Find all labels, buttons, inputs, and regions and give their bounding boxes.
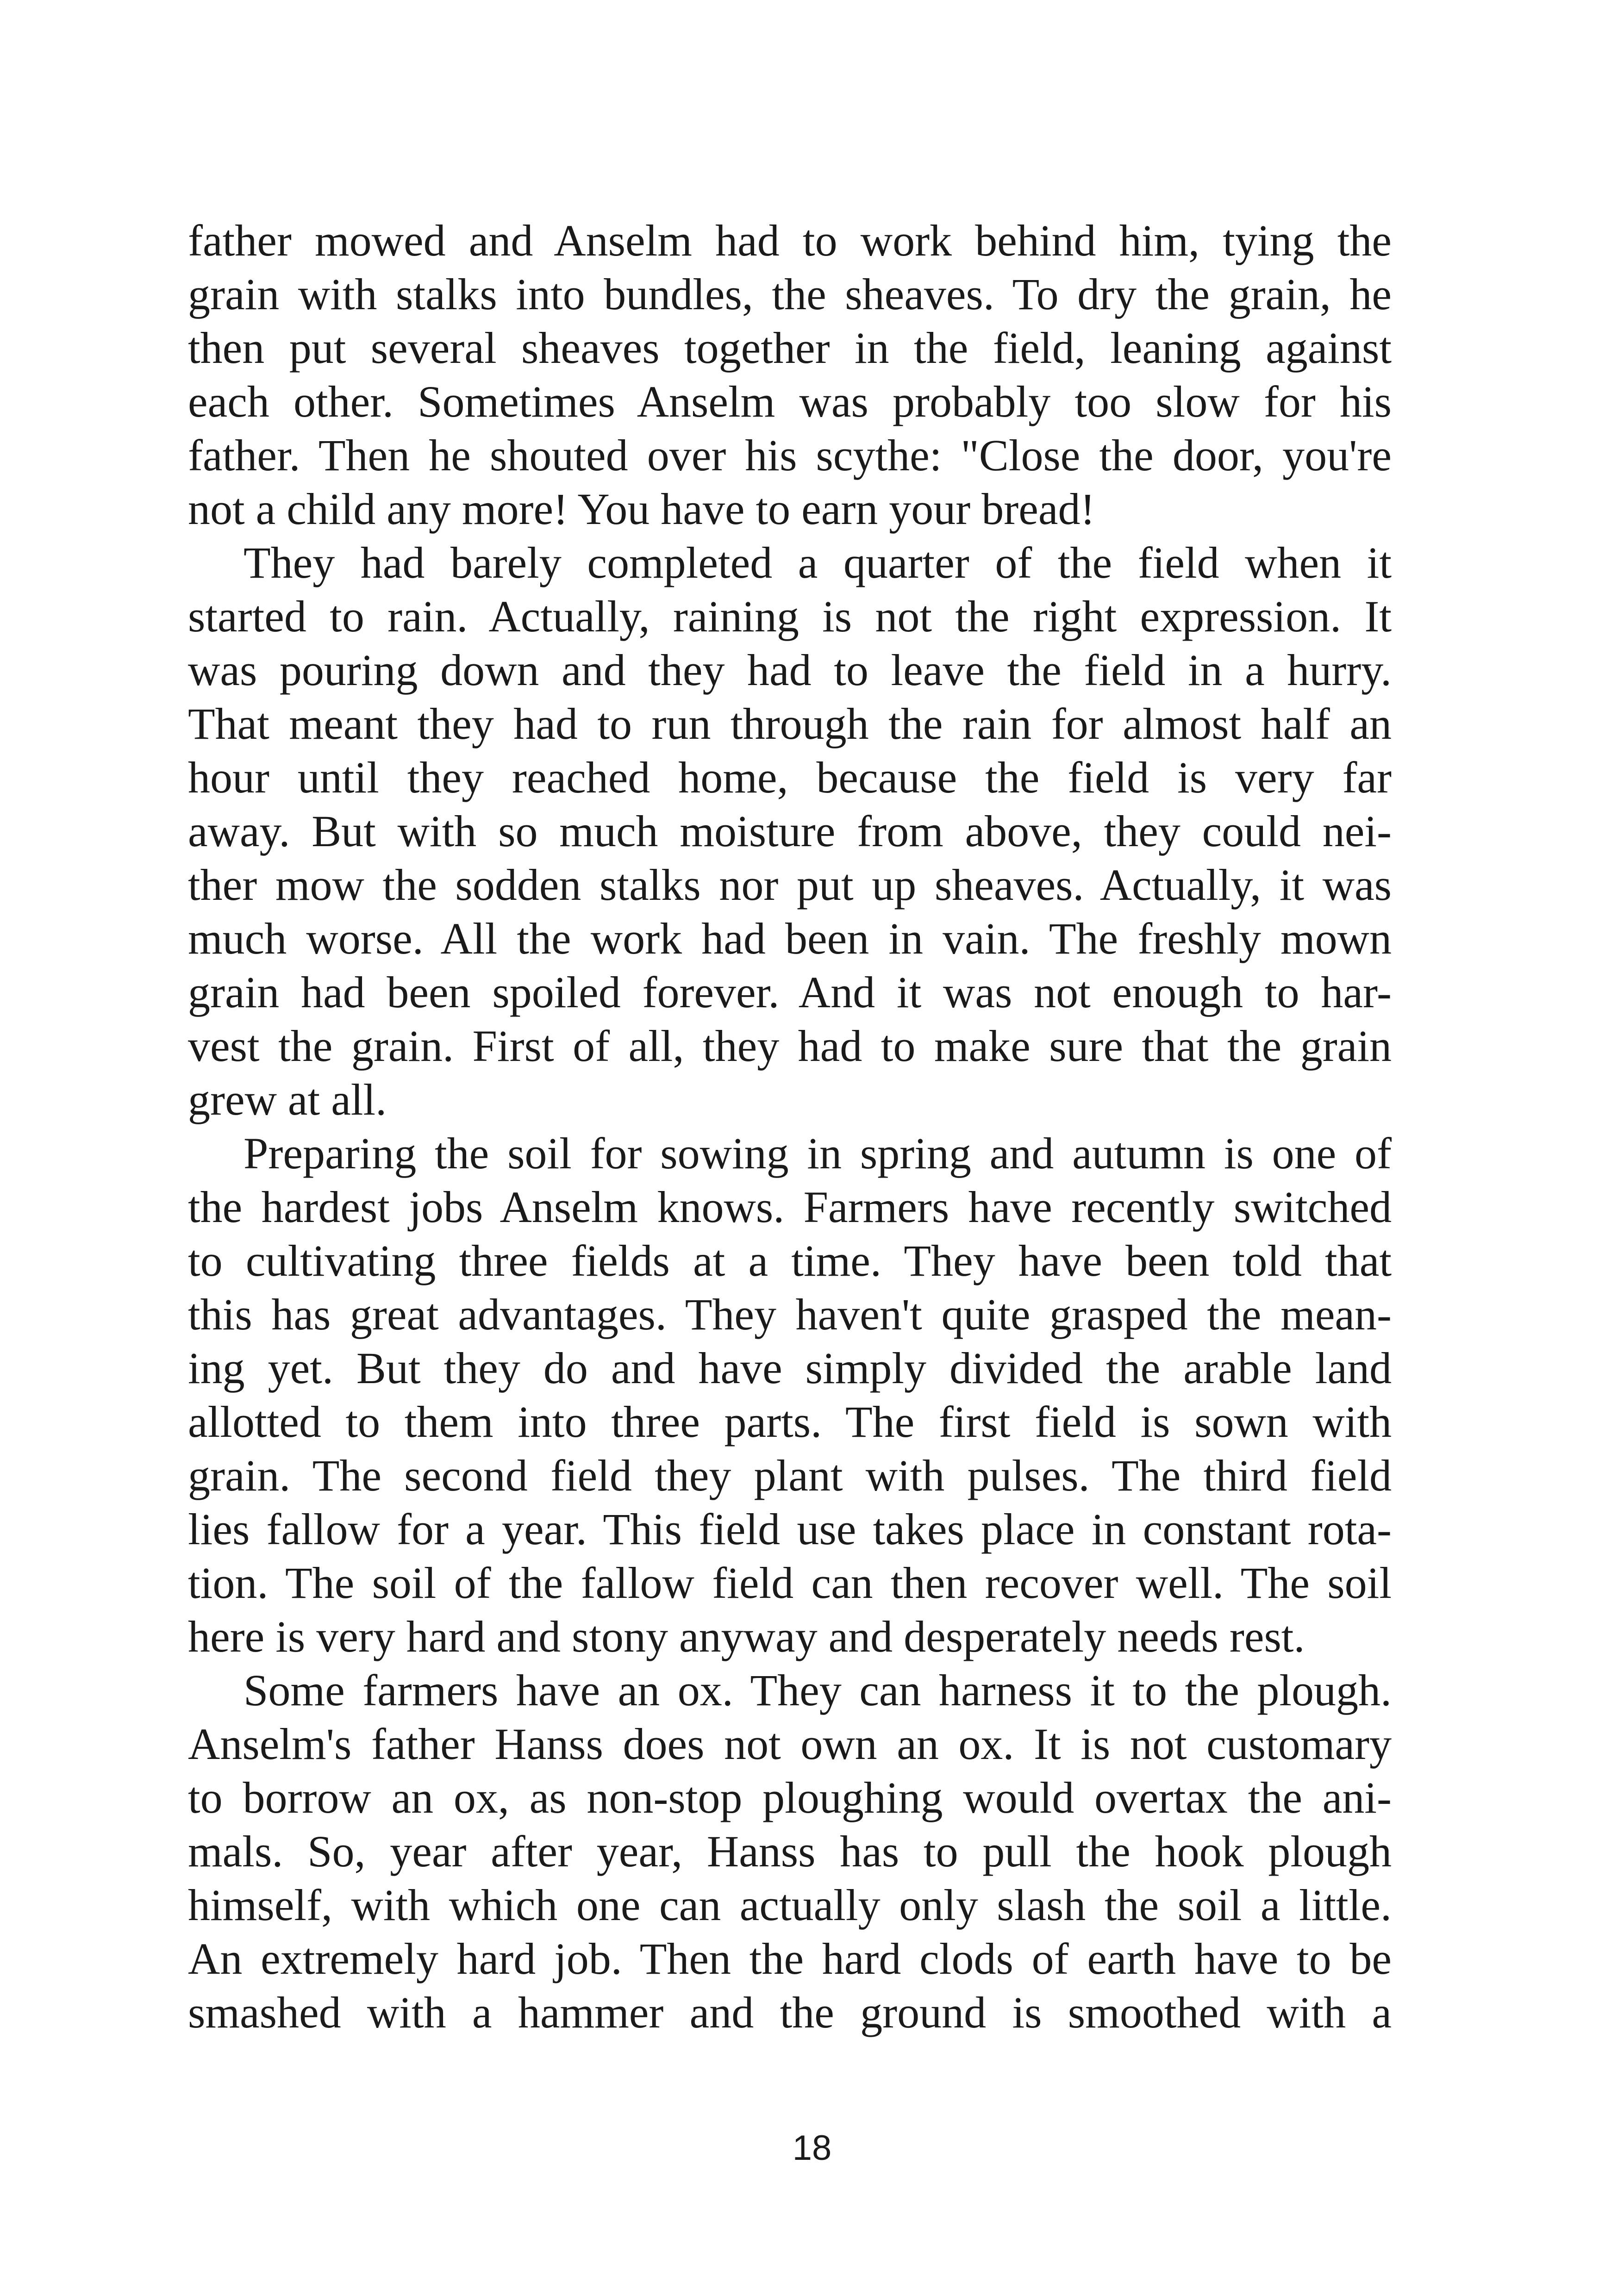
text-line: to cultivating three fields at a time. They have been told that — [188, 1236, 1392, 1285]
paragraph — [188, 214, 1392, 536]
text-line: to borrow an ox, as non-stop ploughing would overtax the ani- — [188, 1773, 1392, 1822]
paragraph — [188, 1127, 1392, 1664]
text-line: himself, with which one can actually only slash the soil a little. — [188, 1880, 1392, 1930]
text-line: the hardest jobs Anselm knows. Farmers have recently switched — [188, 1182, 1392, 1232]
text-line: grain had been spoiled forever. And it was not enough to har- — [188, 967, 1392, 1017]
paragraph — [188, 1664, 1392, 2039]
text-line: not a child any more! You have to earn your bread! — [188, 484, 1095, 534]
text-line: Anselm's father Hanss does not own an ox. It is not customary — [188, 1719, 1392, 1769]
text-line: father. Then he shouted over his scythe: "Close the door, you're — [188, 430, 1392, 480]
text-line: each other. Sometimes Anselm was probably too slow for his — [188, 377, 1392, 426]
text-line: smashed with a hammer and the ground is smoothed with a — [188, 1988, 1392, 2037]
text-line: lies fallow for a year. This field use takes place in constant rota- — [188, 1504, 1392, 1554]
page-number: 18 — [792, 2128, 832, 2168]
text-line: much worse. All the work had been in vain. The freshly mown — [188, 914, 1392, 963]
text-line: ing yet. But they do and have simply divided the arable land — [188, 1343, 1392, 1393]
text-line: That meant they had to run through the rain for almost half an — [188, 699, 1392, 748]
text-line: They had barely completed a quarter of the field when it — [244, 538, 1392, 587]
text-line: away. But with so much moisture from above, they could nei- — [188, 806, 1392, 856]
text-line: Preparing the soil for sowing in spring and autumn is one of — [244, 1129, 1392, 1178]
text-line: An extremely hard job. Then the hard clods of earth have to be — [188, 1934, 1392, 1983]
body-text — [188, 214, 1392, 2039]
text-line: ther mow the sodden stalks nor put up sheaves. Actually, it was — [188, 860, 1392, 910]
text-line: allotted to them into three parts. The first field is sown with — [188, 1397, 1392, 1447]
text-line: grew at all. — [188, 1075, 387, 1124]
text-line: mals. So, year after year, Hanss has to pull the hook plough — [188, 1827, 1392, 1876]
text-line: vest the grain. First of all, they had to make sure that the grain — [188, 1021, 1392, 1071]
text-line: Some farmers have an ox. They can harness it to the plough. — [244, 1665, 1392, 1715]
text-line: here is very hard and stony anyway and desperately needs rest. — [188, 1612, 1305, 1661]
text-line: this has great advantages. They haven't quite grasped the mean- — [188, 1290, 1392, 1339]
text-line: father mowed and Anselm had to work behind him, tying the — [188, 216, 1392, 265]
text-line: started to rain. Actually, raining is not the right expression. It — [188, 592, 1392, 641]
text-line: hour until they reached home, because the field is very far — [188, 753, 1392, 802]
text-line: was pouring down and they had to leave the field in a hurry. — [188, 645, 1392, 695]
text-line: grain with stalks into bundles, the sheaves. To dry the grain, he — [188, 269, 1392, 319]
text-line: then put several sheaves together in the field, leaning against — [188, 323, 1392, 373]
paragraph — [188, 536, 1392, 1127]
text-line: tion. The soil of the fallow field can then recover well. The soil — [188, 1558, 1392, 1608]
text-line: grain. The second field they plant with pulses. The third field — [188, 1451, 1392, 1500]
